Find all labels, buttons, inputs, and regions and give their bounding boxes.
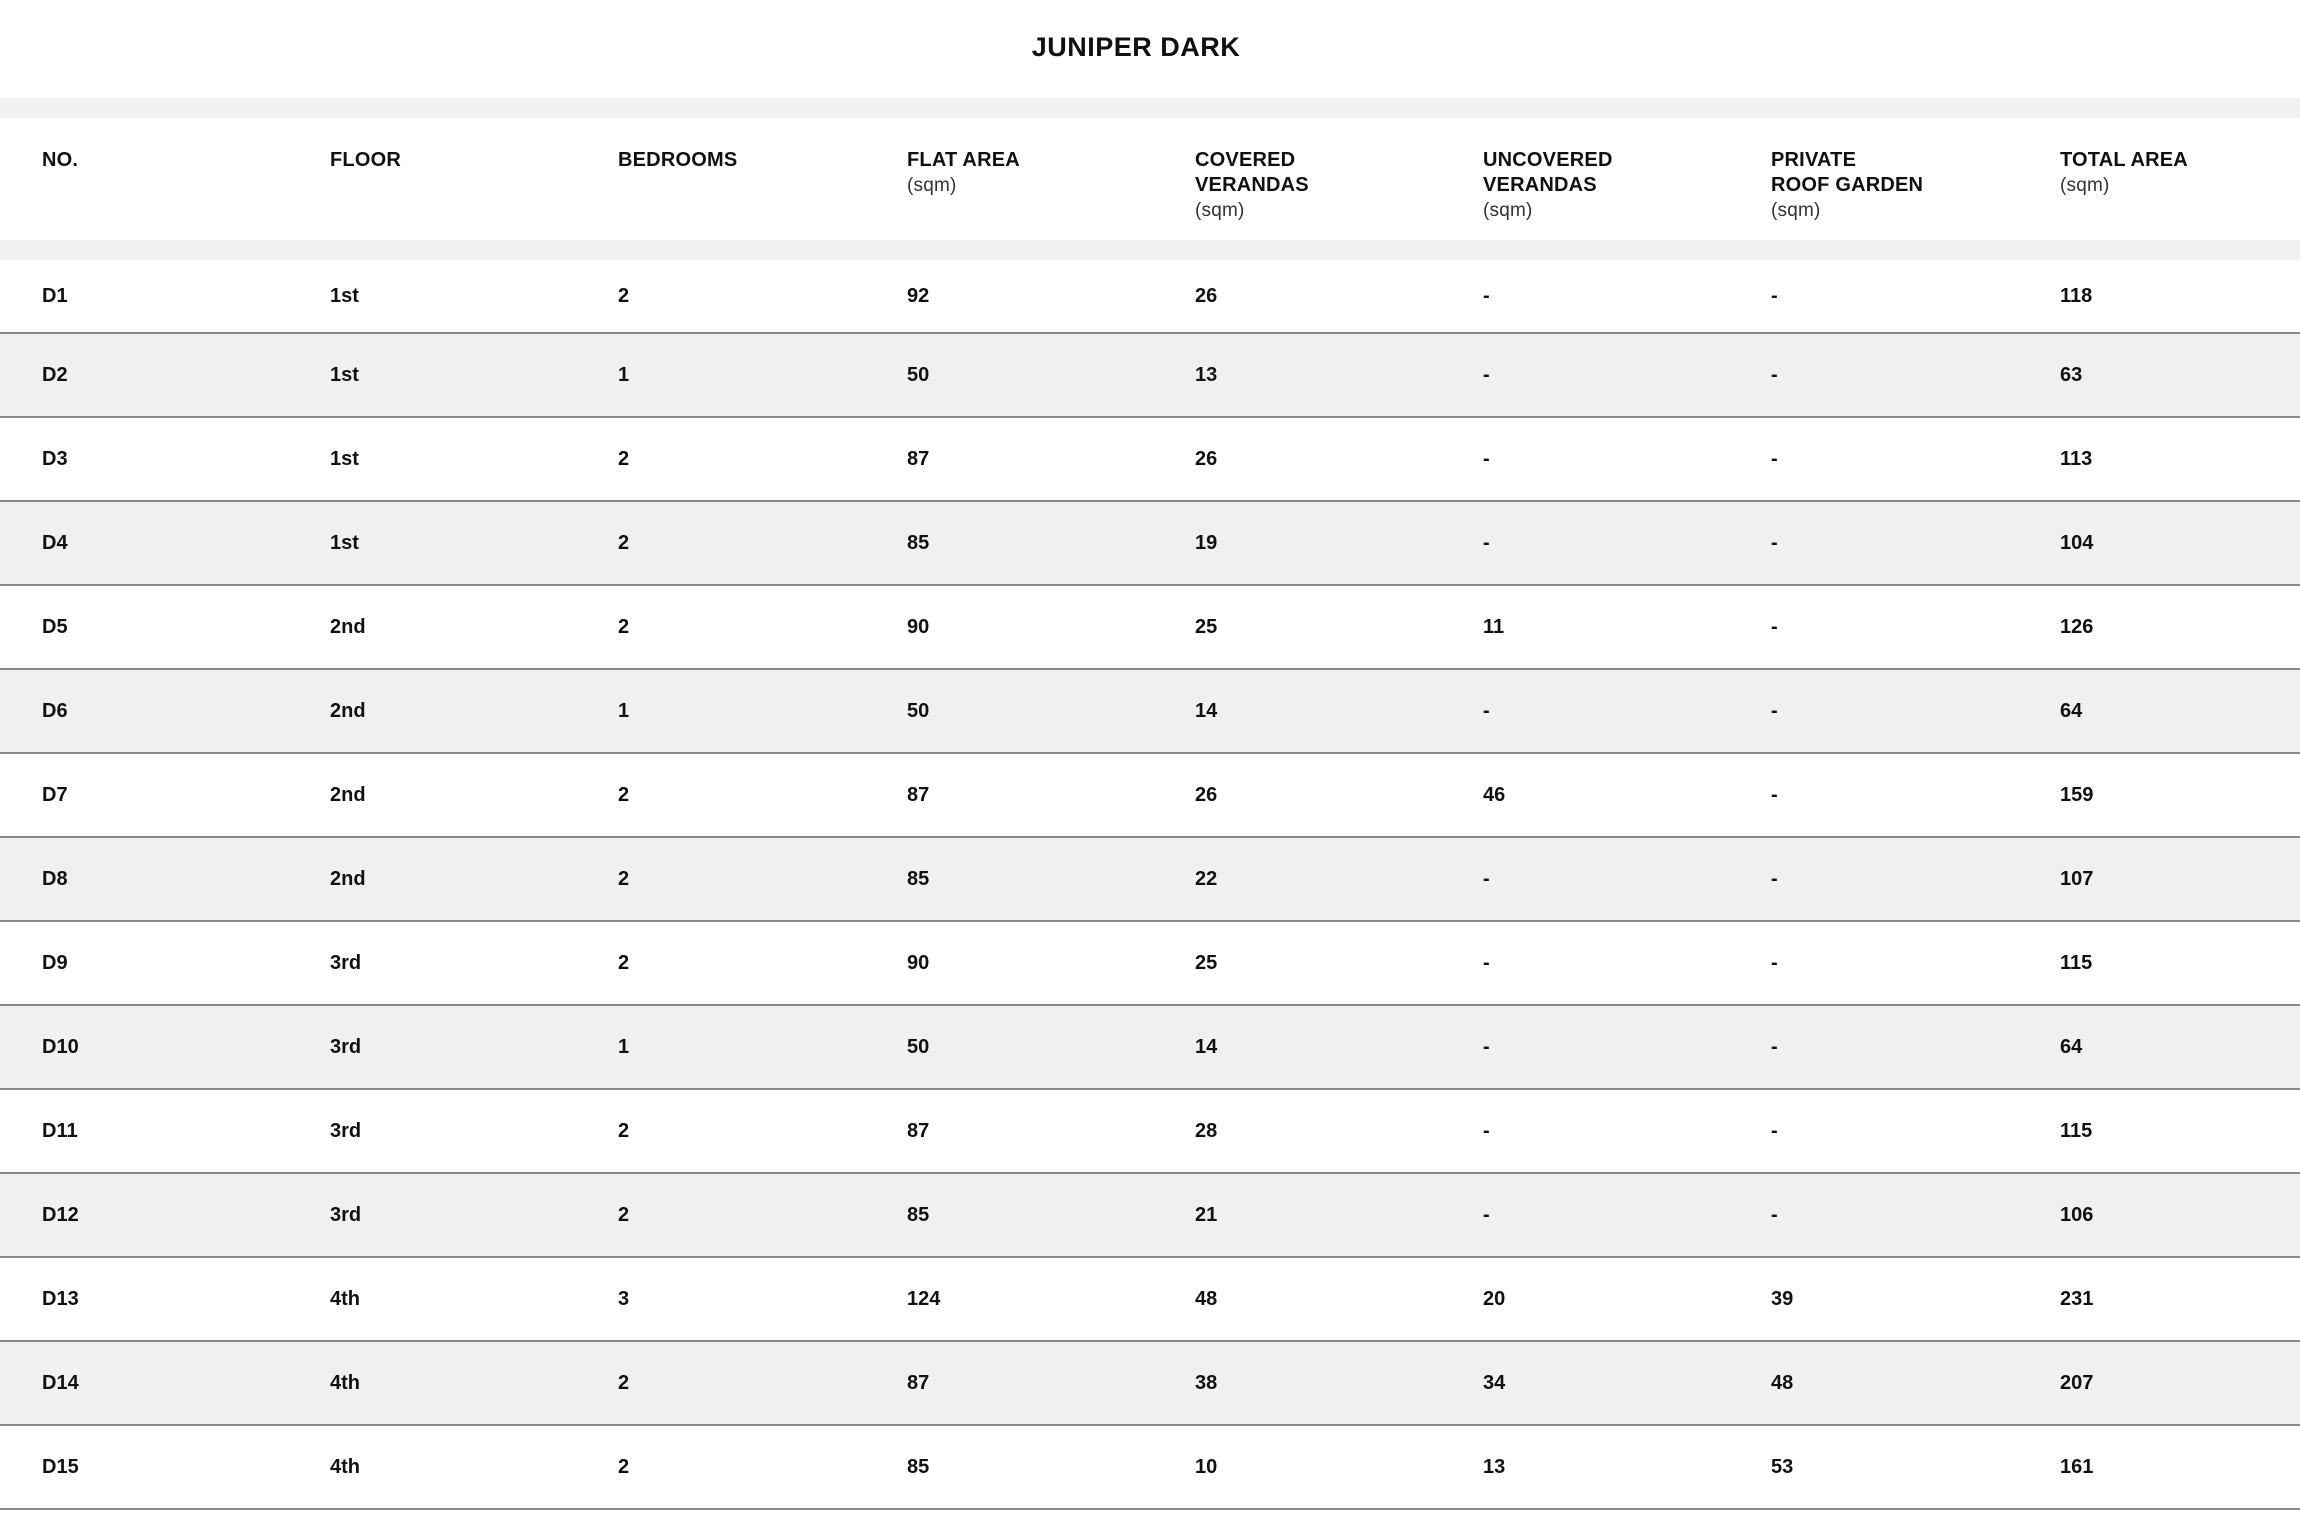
header-flat-area: [907, 148, 1020, 198]
unit-number-cell: D14: [42, 1371, 79, 1394]
total-area-cell: 159: [2060, 783, 2094, 806]
table-row: [0, 1342, 2300, 1426]
units-table: [0, 98, 2300, 1510]
bedrooms-cell: 2: [618, 1203, 630, 1226]
unit-number-cell: D5: [42, 615, 68, 638]
header-covered-verandas: [1195, 148, 1309, 223]
bedrooms-cell: 2: [618, 447, 630, 470]
flat-area-cell: 92: [907, 284, 930, 307]
covered-verandas-cell: 22: [1195, 867, 1218, 890]
covered-verandas-cell: 13: [1195, 363, 1218, 386]
flat-area-cell: 85: [907, 867, 930, 890]
column-header-label: VERANDAS: [1195, 174, 1309, 196]
flat-area-cell: 87: [907, 783, 930, 806]
uncovered-verandas-cell: -: [1483, 1203, 1490, 1226]
floor-cell: 1st: [330, 447, 359, 470]
uncovered-verandas-cell: -: [1483, 699, 1490, 722]
column-header-label: FLAT AREA: [907, 149, 1020, 171]
flat-area-cell: 90: [907, 951, 930, 974]
uncovered-verandas-cell: -: [1483, 363, 1490, 386]
unit-number-cell: D7: [42, 783, 68, 806]
private-roof-garden-cell: -: [1771, 783, 1778, 806]
uncovered-verandas-cell: 13: [1483, 1455, 1506, 1478]
unit-number-cell: D1: [42, 284, 68, 307]
floor-cell: 1st: [330, 531, 359, 554]
table-row: [0, 502, 2300, 586]
unit-number-cell: D12: [42, 1203, 79, 1226]
private-roof-garden-cell: -: [1771, 1203, 1778, 1226]
flat-area-cell: 87: [907, 1371, 930, 1394]
flat-area-cell: 50: [907, 699, 930, 722]
total-area-cell: 126: [2060, 615, 2094, 638]
column-header-label: VERANDAS: [1483, 174, 1597, 196]
private-roof-garden-cell: -: [1771, 615, 1778, 638]
column-header-label: BEDROOMS: [618, 149, 738, 171]
uncovered-verandas-cell: 46: [1483, 783, 1506, 806]
table-row: [0, 922, 2300, 1006]
bedrooms-cell: 1: [618, 699, 630, 722]
column-header-unit: (sqm): [1771, 200, 1821, 221]
column-header-label: FLOOR: [330, 149, 401, 171]
column-header-label: PRIVATE: [1771, 149, 1857, 171]
uncovered-verandas-cell: -: [1483, 1035, 1490, 1058]
private-roof-garden-cell: -: [1771, 699, 1778, 722]
bedrooms-cell: 2: [618, 867, 630, 890]
unit-number-cell: D8: [42, 867, 68, 890]
table-row: [0, 334, 2300, 418]
flat-area-cell: 50: [907, 1035, 930, 1058]
floor-cell: 4th: [330, 1287, 360, 1310]
floor-cell: 4th: [330, 1371, 360, 1394]
column-header-unit: (sqm): [1195, 200, 1245, 221]
bedrooms-cell: 2: [618, 615, 630, 638]
table-row: [0, 1006, 2300, 1090]
covered-verandas-cell: 19: [1195, 531, 1218, 554]
uncovered-verandas-cell: -: [1483, 951, 1490, 974]
table-row: [0, 670, 2300, 754]
private-roof-garden-cell: -: [1771, 951, 1778, 974]
table-row: [0, 838, 2300, 922]
private-roof-garden-cell: -: [1771, 1119, 1778, 1142]
flat-area-cell: 90: [907, 615, 930, 638]
covered-verandas-cell: 25: [1195, 615, 1218, 638]
covered-verandas-cell: 38: [1195, 1371, 1218, 1394]
floor-cell: 1st: [330, 363, 359, 386]
private-roof-garden-cell: -: [1771, 363, 1778, 386]
floor-cell: 1st: [330, 284, 359, 307]
unit-number-cell: D2: [42, 363, 68, 386]
unit-number-cell: D11: [42, 1119, 78, 1142]
unit-number-cell: D6: [42, 699, 68, 722]
covered-verandas-cell: 21: [1195, 1203, 1218, 1226]
table-row: [0, 586, 2300, 670]
total-area-cell: 104: [2060, 531, 2094, 554]
bedrooms-cell: 1: [618, 1035, 630, 1058]
page-title: JUNIPER DARK: [1031, 32, 1241, 62]
table-row: [0, 754, 2300, 838]
unit-number-cell: D15: [42, 1455, 79, 1478]
covered-verandas-cell: 48: [1195, 1287, 1218, 1310]
header-total-area: [2060, 148, 2188, 198]
table-header: [0, 98, 2300, 260]
bedrooms-cell: 2: [618, 951, 630, 974]
covered-verandas-cell: 14: [1195, 699, 1218, 722]
flat-area-cell: 85: [907, 1203, 930, 1226]
table-row: [0, 1426, 2300, 1510]
private-roof-garden-cell: -: [1771, 1035, 1778, 1058]
covered-verandas-cell: 26: [1195, 284, 1218, 307]
flat-area-cell: 87: [907, 1119, 930, 1142]
uncovered-verandas-cell: -: [1483, 284, 1490, 307]
private-roof-garden-cell: -: [1771, 284, 1778, 307]
uncovered-verandas-cell: 20: [1483, 1287, 1506, 1310]
column-header-unit: (sqm): [2060, 175, 2110, 196]
bedrooms-cell: 2: [618, 783, 630, 806]
floor-cell: 2nd: [330, 783, 366, 806]
unit-number-cell: D9: [42, 951, 68, 974]
flat-area-cell: 87: [907, 447, 930, 470]
header-uncovered-verandas: [1483, 148, 1613, 223]
column-header-label: ROOF GARDEN: [1771, 174, 1924, 196]
total-area-cell: 113: [2060, 447, 2093, 470]
unit-number-cell: D13: [42, 1287, 79, 1310]
unit-number-cell: D3: [42, 447, 68, 470]
bedrooms-cell: 2: [618, 284, 630, 307]
covered-verandas-cell: 25: [1195, 951, 1218, 974]
total-area-cell: 115: [2060, 1119, 2093, 1142]
floor-cell: 3rd: [330, 1035, 362, 1058]
floor-cell: 2nd: [330, 867, 366, 890]
uncovered-verandas-cell: -: [1483, 531, 1490, 554]
total-area-cell: 64: [2060, 699, 2083, 722]
private-roof-garden-cell: 48: [1771, 1371, 1794, 1394]
total-area-cell: 118: [2060, 284, 2093, 307]
table-body: [0, 260, 2300, 1510]
uncovered-verandas-cell: -: [1483, 447, 1490, 470]
header-bedrooms: [618, 148, 737, 173]
bedrooms-cell: 2: [618, 531, 630, 554]
table-row: [0, 260, 2300, 334]
floor-cell: 3rd: [330, 1203, 362, 1226]
header-floor: [330, 148, 401, 173]
table-row: [0, 418, 2300, 502]
column-header-unit: (sqm): [1483, 200, 1533, 221]
private-roof-garden-cell: 53: [1771, 1455, 1794, 1478]
uncovered-verandas-cell: -: [1483, 1119, 1490, 1142]
header-private-roof-garden: [1771, 148, 1923, 223]
total-area-cell: 231: [2060, 1287, 2094, 1310]
private-roof-garden-cell: 39: [1771, 1287, 1794, 1310]
unit-number-cell: D4: [42, 531, 68, 554]
bedrooms-cell: 1: [618, 363, 630, 386]
column-header-label: NO.: [42, 149, 79, 171]
column-header-unit: (sqm): [907, 175, 957, 196]
total-area-cell: 106: [2060, 1203, 2094, 1226]
private-roof-garden-cell: -: [1771, 867, 1778, 890]
uncovered-verandas-cell: -: [1483, 867, 1490, 890]
floor-cell: 2nd: [330, 615, 366, 638]
table-row: [0, 1090, 2300, 1174]
total-area-cell: 115: [2060, 951, 2093, 974]
uncovered-verandas-cell: 34: [1483, 1371, 1506, 1394]
unit-number-cell: D10: [42, 1035, 79, 1058]
private-roof-garden-cell: -: [1771, 531, 1778, 554]
covered-verandas-cell: 14: [1195, 1035, 1218, 1058]
covered-verandas-cell: 26: [1195, 783, 1218, 806]
column-header-label: UNCOVERED: [1483, 149, 1613, 171]
floor-cell: 4th: [330, 1455, 360, 1478]
column-header-label: COVERED: [1195, 149, 1296, 171]
flat-area-cell: 50: [907, 363, 930, 386]
uncovered-verandas-cell: 11: [1483, 615, 1505, 638]
bedrooms-cell: 3: [618, 1287, 630, 1310]
flat-area-cell: 124: [907, 1287, 941, 1310]
floor-cell: 3rd: [330, 951, 362, 974]
bedrooms-cell: 2: [618, 1119, 630, 1142]
floor-cell: 3rd: [330, 1119, 362, 1142]
bedrooms-cell: 2: [618, 1455, 630, 1478]
flat-area-cell: 85: [907, 531, 930, 554]
table-row: [0, 1258, 2300, 1342]
covered-verandas-cell: 10: [1195, 1455, 1218, 1478]
covered-verandas-cell: 28: [1195, 1119, 1218, 1142]
total-area-cell: 161: [2060, 1455, 2094, 1478]
total-area-cell: 64: [2060, 1035, 2083, 1058]
header-no: [42, 148, 78, 173]
table-row: [0, 1174, 2300, 1258]
flat-area-cell: 85: [907, 1455, 930, 1478]
total-area-cell: 207: [2060, 1371, 2094, 1394]
column-header-label: TOTAL AREA: [2060, 149, 2188, 171]
covered-verandas-cell: 26: [1195, 447, 1218, 470]
floor-cell: 2nd: [330, 699, 366, 722]
total-area-cell: 63: [2060, 363, 2083, 386]
private-roof-garden-cell: -: [1771, 447, 1778, 470]
total-area-cell: 107: [2060, 867, 2094, 890]
bedrooms-cell: 2: [618, 1371, 630, 1394]
